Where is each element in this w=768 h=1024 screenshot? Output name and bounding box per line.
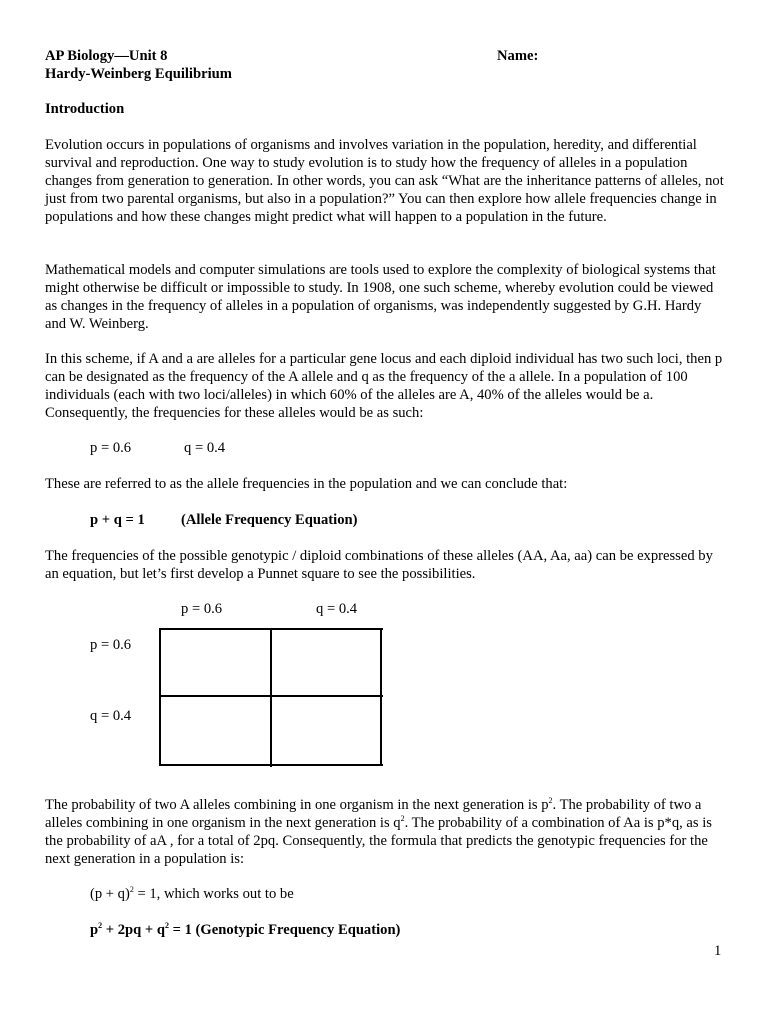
binomial-rest: = 1, which works out to be (133, 886, 294, 902)
probability-text-1: The probability of two A alleles combining in one organism in the next generation is p (45, 797, 549, 813)
allele-equation: p + q = 1 (90, 512, 145, 528)
name-label: Name: (497, 48, 539, 64)
binomial-base: (p + q) (90, 886, 130, 902)
paragraph-models: Mathematical models and computer simulations are tools used to explore the complexity of biological systems that might otherwise be difficult or impossible to study. In 1908, one such scheme, whereby evolution could be viewed as changes in the frequency of alleles in a population of organisms, was independently suggested by G.H. Hardy and W. Weinberg. (45, 262, 716, 332)
intro-heading: Introduction (45, 101, 125, 117)
binomial-exponent: 2 (129, 885, 134, 894)
exponent-p-squared: 2 (548, 796, 553, 805)
punnett-cell-qq (272, 697, 380, 764)
punnett-col-p-label: p = 0.6 (181, 601, 223, 617)
genotypic-equation (90, 921, 400, 939)
topic-title: Hardy-Weinberg Equilibrium (45, 66, 232, 82)
punnett-row-q-label: q = 0.4 (90, 708, 132, 724)
punnett-cell-qp (161, 697, 270, 764)
genotypic-term-p: p (90, 922, 99, 938)
paragraph-scheme: In this scheme, if A and a are alleles for a particular gene locus and each diploid individual has two such loci, then p can be designated as the frequency of the A allele and q as the frequency of the a allele. In a population of 100 individuals (each with two loci/alleles) in which 60% of the alleles are A, 40% of the alleles would be a. Consequently, the frequencies for these alleles would be as such: (45, 351, 723, 421)
q-frequency: q = 0.4 (184, 440, 226, 456)
punnett-right-border (380, 628, 382, 766)
exponent-q-squared: 2 (400, 814, 405, 823)
allele-equation-label: (Allele Frequency Equation) (181, 512, 358, 528)
course-title: AP Biology—Unit 8 (45, 48, 168, 64)
punnett-cell-pp (161, 630, 270, 695)
punnett-cell-pq (272, 630, 380, 695)
paragraph-evolution: Evolution occurs in populations of organisms and involves variation in the population, heredity, and differential survival and reproduction. One way to study evolution is to study how the frequency of alleles in a population changes from generation to generation. In other words, you can ask “What are the inheritance patterns of alleles, not just from two parental organisms, but also in a population?” You can then explore how allele frequencies change in populations and how these changes might predict what will happen to a population in the future. (45, 137, 724, 225)
genotypic-equation-label: = 1 (Genotypic Frequency Equation) (169, 922, 401, 938)
genotypic-exponent-1: 2 (98, 921, 103, 930)
genotypic-exponent-2: 2 (165, 921, 169, 930)
probability-text-3: . The probability of a combination of Aa is p*q, as is the probability of aA , for a total of 2pq. Consequently, the formula that predicts the genotypic frequencies for the next generation in a population is: (45, 815, 712, 867)
paragraph-probability (45, 796, 725, 868)
paragraph-genotypic: The frequencies of the possible genotypic / diploid combinations of these alleles (AA, Aa, aa) can be expressed by an equation, but let’s first develop a Punnet square to see the possibilities. (45, 548, 713, 582)
binomial-expression (90, 885, 294, 903)
punnett-square (159, 628, 383, 767)
punnett-row-p-label: p = 0.6 (90, 637, 132, 653)
punnett-col-q-label: q = 0.4 (316, 601, 358, 617)
paragraph-allele-frequencies: These are referred to as the allele frequencies in the population and we can conclude that: (45, 476, 568, 492)
page-number: 1 (714, 943, 722, 959)
probability-text-2: . The probability of two a alleles combining in one organism in the next generation is q (45, 797, 702, 831)
genotypic-term-middle: + 2pq + q (102, 922, 165, 938)
p-frequency: p = 0.6 (90, 440, 132, 456)
